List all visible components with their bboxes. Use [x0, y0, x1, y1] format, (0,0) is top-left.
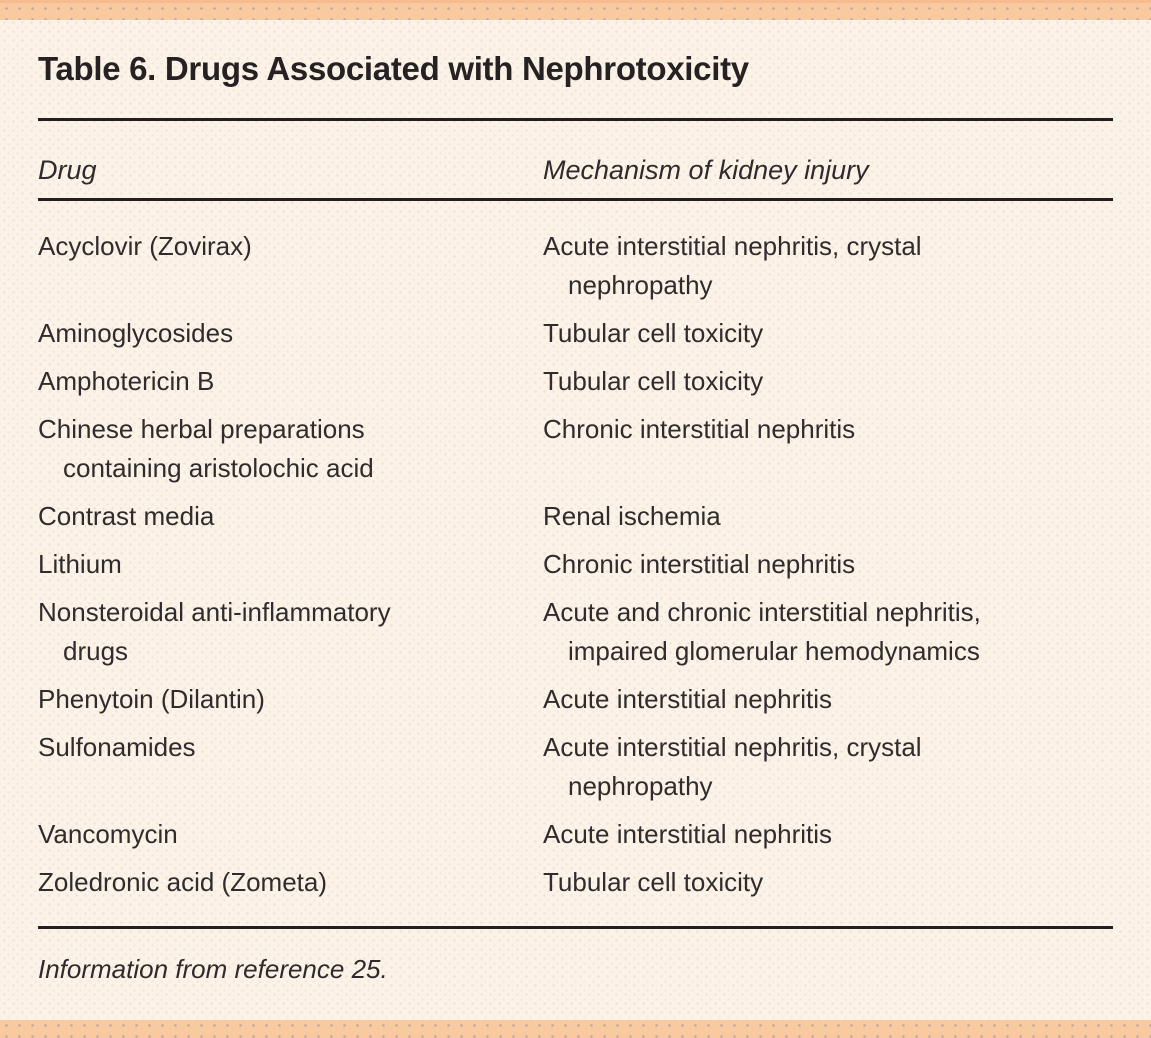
mechanism-cell	[543, 545, 1113, 584]
drug-cell	[38, 815, 543, 854]
drug-cell	[38, 728, 543, 806]
mechanism-cell	[543, 815, 1113, 854]
cell-line: Phenytoin (Dilantin)	[38, 684, 265, 714]
mechanism-cell	[543, 863, 1113, 902]
drug-cell	[38, 362, 543, 401]
table-row	[38, 545, 1113, 584]
mechanism-cell	[543, 593, 1113, 671]
table-footnote: Information from reference 25.	[38, 954, 388, 984]
footer-rule	[38, 926, 1113, 929]
table-row	[38, 863, 1113, 902]
cell-line: Aminoglycosides	[38, 318, 234, 348]
cell-line: impaired glomerular hemodynamics	[568, 636, 980, 666]
table-row	[38, 815, 1113, 854]
bottom-accent-band	[0, 1020, 1151, 1038]
cell-line: Acute interstitial nephritis, crystal	[543, 732, 922, 762]
drug-cell	[38, 680, 543, 719]
cell-line: Tubular cell toxicity	[543, 867, 764, 897]
cell-line: Renal ischemia	[543, 501, 721, 531]
mechanism-cell	[543, 680, 1113, 719]
table-row	[38, 314, 1113, 353]
table-row	[38, 227, 1113, 305]
table-row	[38, 680, 1113, 719]
cell-line: Acute and chronic interstitial nephritis,	[543, 597, 981, 627]
drug-cell	[38, 545, 543, 584]
mechanism-cell	[543, 314, 1113, 353]
cell-line: Contrast media	[38, 501, 215, 531]
table-row	[38, 728, 1113, 806]
mechanism-cell	[543, 227, 1113, 305]
table-row	[38, 497, 1113, 536]
table-body	[38, 227, 1113, 902]
drug-cell	[38, 863, 543, 902]
cell-line: Acute interstitial nephritis, crystal	[543, 231, 922, 261]
cell-line: Acute interstitial nephritis	[543, 684, 833, 714]
cell-line: Chronic interstitial nephritis	[543, 414, 856, 444]
table-title: Table 6. Drugs Associated with Nephrotoxicity	[38, 50, 749, 87]
mechanism-cell	[543, 410, 1113, 488]
cell-line: Amphotericin B	[38, 366, 215, 396]
header-top-rule	[38, 118, 1113, 121]
column-header-row	[38, 152, 1113, 188]
cell-line: Sulfonamides	[38, 732, 196, 762]
mechanism-cell	[543, 728, 1113, 806]
table-content	[38, 20, 1113, 987]
cell-line: drugs	[63, 636, 129, 666]
cell-line: Acyclovir (Zovirax)	[38, 231, 252, 261]
column-header-drug: Drug	[38, 155, 97, 185]
cell-line: Nonsteroidal anti-inflammatory	[38, 597, 391, 627]
mechanism-cell	[543, 362, 1113, 401]
drug-cell	[38, 227, 543, 305]
drug-cell	[38, 497, 543, 536]
table-row	[38, 410, 1113, 488]
cell-line: Chinese herbal preparations	[38, 414, 365, 444]
cell-line: Chronic interstitial nephritis	[543, 549, 856, 579]
mechanism-cell	[543, 497, 1113, 536]
cell-line: Tubular cell toxicity	[543, 366, 764, 396]
cell-line: Lithium	[38, 549, 122, 579]
cell-line: Zoledronic acid (Zometa)	[38, 867, 327, 897]
table-row	[38, 362, 1113, 401]
cell-line: Vancomycin	[38, 819, 178, 849]
cell-line: Acute interstitial nephritis	[543, 819, 833, 849]
cell-line: Tubular cell toxicity	[543, 318, 764, 348]
drug-cell	[38, 314, 543, 353]
drug-cell	[38, 593, 543, 671]
cell-line: containing aristolochic acid	[63, 453, 374, 483]
drug-cell	[38, 410, 543, 488]
column-header-mechanism: Mechanism of kidney injury	[543, 155, 869, 185]
cell-line: nephropathy	[568, 270, 713, 300]
cell-line: nephropathy	[568, 771, 713, 801]
table-row	[38, 593, 1113, 671]
header-bottom-rule	[38, 198, 1113, 201]
top-accent-band	[0, 0, 1151, 20]
